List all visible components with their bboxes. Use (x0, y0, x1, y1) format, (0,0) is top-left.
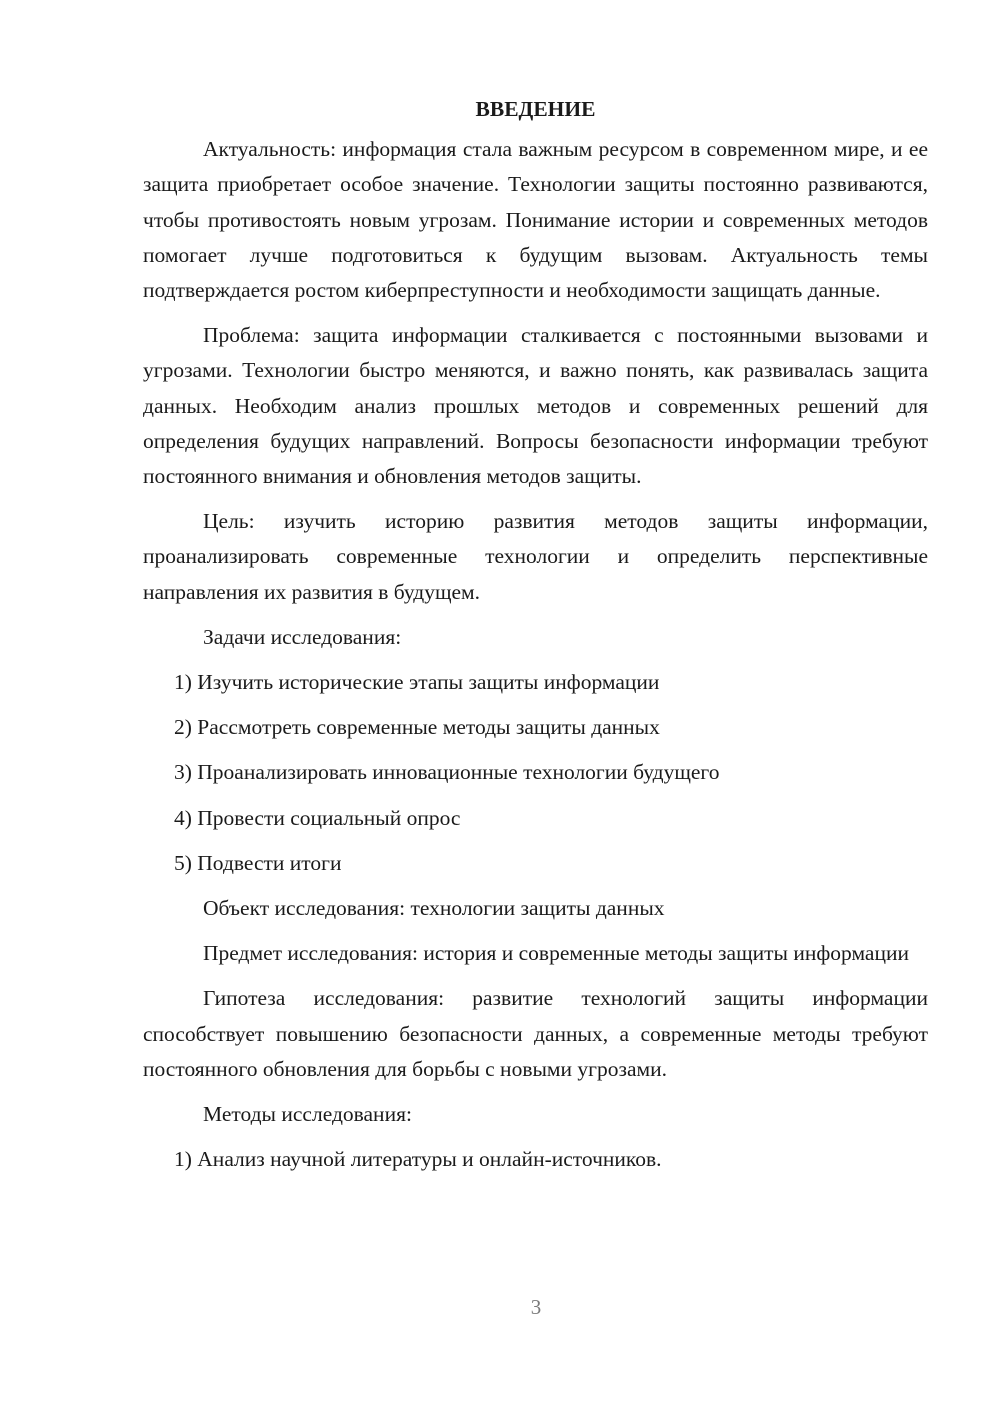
task-item-3: 3) Проанализировать инновационные технологии будущего (174, 760, 720, 785)
goal-paragraph: Цель: изучить историю развития методов защиты информации, проанализировать современные технологии и определить перспективные направления их развития в будущем. (143, 509, 928, 604)
subject-paragraph: Предмет исследования: история и современные методы защиты информации (203, 941, 909, 966)
task-item-1: 1) Изучить исторические этапы защиты информации (174, 670, 660, 695)
task-item-5: 5) Подвести итоги (174, 850, 342, 875)
problem-paragraph: Проблема: защита информации сталкивается с постоянными вызовами и угрозами. Технологии быстро меняются, и важно понять, как развивалась защита данных. Необходим анализ прошлых методов и современных решений для определения будущих направлений. Вопросы безопасности информации требуют постоянного внимания и обновления методов защиты. (143, 323, 928, 489)
hypothesis-paragraph: Гипотеза исследования: развитие технологий защиты информации способствует повышению безопасности данных, а современные методы требуют постоянного обновления для борьбы с новыми угрозами. (143, 986, 928, 1081)
document-page (143, 92, 928, 1187)
task-item-4: 4) Провести социальный опрос (174, 805, 461, 830)
tasks-heading: Задачи исследования: (203, 624, 402, 649)
methods-heading: Методы исследования: (203, 1102, 412, 1127)
relevance-paragraph: Актуальность: информация стала важным ресурсом в современном мире, и ее защита приобретает особое значение. Технологии защиты постоянно развиваются, чтобы противостоять новым угрозам. Понимание истории и современных методов помогает лучше подготовиться к будущим вызовам. Актуальность темы подтверждается ростом киберпреступности и необходимости защищать данные. (143, 137, 928, 303)
task-item-2: 2) Рассмотреть современные методы защиты данных (174, 715, 660, 740)
method-item-1: 1) Анализ научной литературы и онлайн-источников. (174, 1147, 662, 1172)
page-number: 3 (530, 1295, 542, 1319)
page-title: ВВЕДЕНИЕ (475, 97, 596, 121)
object-line: Объект исследования: технологии защиты данных (203, 896, 665, 921)
